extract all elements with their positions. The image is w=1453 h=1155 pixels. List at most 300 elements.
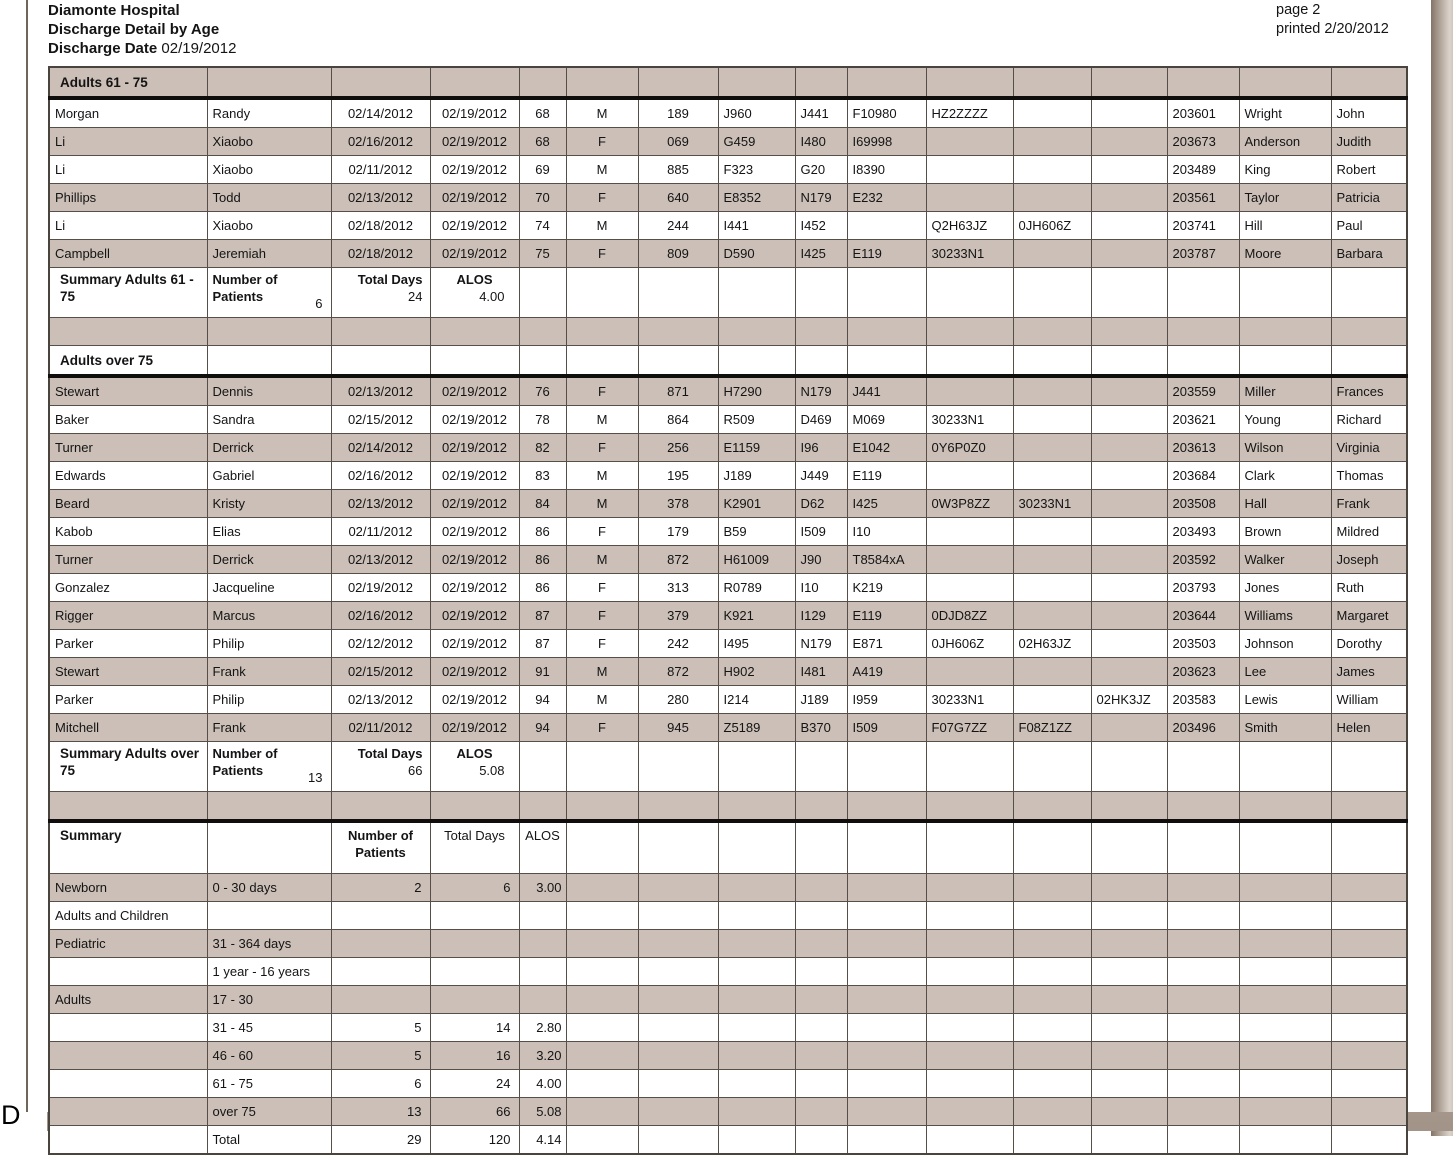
summary-category-cell	[49, 1014, 207, 1042]
patient-cell: HZ2ZZZZ	[926, 98, 1013, 128]
table-cell	[1013, 67, 1091, 98]
patient-cell: I480	[795, 128, 847, 156]
summary-patients-value	[331, 958, 430, 986]
patient-cell: Sandra	[207, 406, 331, 434]
patient-cell	[1091, 156, 1167, 184]
table-row	[49, 792, 1407, 822]
patient-cell: Parker	[49, 686, 207, 714]
patient-cell: E232	[847, 184, 926, 212]
patient-cell: 02/19/2012	[430, 156, 519, 184]
table-cell	[718, 346, 795, 377]
patient-cell: Phillips	[49, 184, 207, 212]
table-cell	[847, 930, 926, 958]
patient-cell: D469	[795, 406, 847, 434]
table-cell	[638, 1014, 718, 1042]
patient-cell: 02/13/2012	[331, 490, 430, 518]
summary-alos-value: 2.80	[519, 1014, 566, 1042]
table-cell	[1239, 1042, 1331, 1070]
table-cell	[847, 268, 926, 318]
patient-cell: J449	[795, 462, 847, 490]
patient-cell: Derrick	[207, 434, 331, 462]
table-cell	[847, 986, 926, 1014]
summary-alos-value: 5.08	[519, 1098, 566, 1126]
patient-cell: Gabriel	[207, 462, 331, 490]
patient-cell: 78	[519, 406, 566, 434]
table-row	[49, 434, 1407, 462]
summary-category-cell	[49, 1098, 207, 1126]
table-cell	[1091, 268, 1167, 318]
patient-cell: 82	[519, 434, 566, 462]
table-cell	[926, 1070, 1013, 1098]
section-header-cell: Adults 61 - 75	[49, 67, 207, 98]
table-cell	[331, 318, 430, 346]
table-cell	[1167, 986, 1239, 1014]
patient-cell: N179	[795, 184, 847, 212]
printed-date: printed 2/20/2012	[1276, 21, 1389, 37]
patient-cell: Taylor	[1239, 184, 1331, 212]
table-cell	[1167, 1070, 1239, 1098]
table-cell	[331, 346, 430, 377]
patient-cell: 203592	[1167, 546, 1239, 574]
patient-cell: F	[566, 518, 638, 546]
discharge-date-line: Discharge Date 02/19/2012	[48, 40, 237, 57]
patient-cell	[926, 184, 1013, 212]
patient-cell: 02/19/2012	[331, 574, 430, 602]
summary-days-cell: Total Days 24	[331, 268, 430, 318]
report-header	[48, 1, 236, 58]
patient-cell: I509	[795, 518, 847, 546]
patient-cell: Stewart	[49, 376, 207, 406]
table-cell	[638, 1042, 718, 1070]
patient-cell	[1013, 128, 1091, 156]
patient-cell: M069	[847, 406, 926, 434]
table-cell	[926, 902, 1013, 930]
summary-table-days-header: Total Days	[430, 821, 519, 874]
patient-cell: 203503	[1167, 630, 1239, 658]
patient-cell	[847, 212, 926, 240]
table-cell	[566, 742, 638, 792]
patient-cell: I509	[847, 714, 926, 742]
patient-cell: E1042	[847, 434, 926, 462]
patient-cell: 30233N1	[926, 686, 1013, 714]
patient-cell: Dennis	[207, 376, 331, 406]
patient-cell: Edwards	[49, 462, 207, 490]
patient-cell: Li	[49, 156, 207, 184]
patient-cell: J90	[795, 546, 847, 574]
patient-cell: 87	[519, 630, 566, 658]
patient-cell: F323	[718, 156, 795, 184]
patient-cell: 203508	[1167, 490, 1239, 518]
patient-cell	[926, 156, 1013, 184]
patient-cell: 203496	[1167, 714, 1239, 742]
summary-alos-cell: ALOS 5.08	[430, 742, 519, 792]
table-cell	[795, 821, 847, 874]
patient-cell: 02/19/2012	[430, 518, 519, 546]
patient-cell: Mildred	[1331, 518, 1407, 546]
patient-cell: Anderson	[1239, 128, 1331, 156]
table-cell	[1167, 1014, 1239, 1042]
patient-cell: Ruth	[1331, 574, 1407, 602]
table-cell	[1091, 792, 1167, 822]
table-cell	[207, 792, 331, 822]
table-cell	[566, 930, 638, 958]
patient-cell: 203787	[1167, 240, 1239, 268]
table-row	[49, 346, 1407, 377]
table-cell	[795, 1042, 847, 1070]
patient-cell: Hill	[1239, 212, 1331, 240]
patient-cell: 864	[638, 406, 718, 434]
table-cell	[926, 986, 1013, 1014]
patient-cell: 02/19/2012	[430, 546, 519, 574]
patient-cell: 86	[519, 574, 566, 602]
summary-table-patients-header: Number of Patients	[331, 821, 430, 874]
patient-cell: I8390	[847, 156, 926, 184]
summary-table-alos-header: ALOS	[519, 821, 566, 874]
patient-cell: Frank	[1331, 490, 1407, 518]
patient-cell: I69998	[847, 128, 926, 156]
table-cell	[795, 1126, 847, 1155]
patient-cell: 02/19/2012	[430, 128, 519, 156]
corner-letter: D	[1, 1100, 21, 1130]
patient-cell: 872	[638, 546, 718, 574]
table-cell	[1239, 1014, 1331, 1042]
table-cell	[1331, 821, 1407, 874]
patient-cell: Wright	[1239, 98, 1331, 128]
summary-patients-value: 6	[331, 1070, 430, 1098]
patient-cell	[1091, 406, 1167, 434]
table-cell	[1167, 1042, 1239, 1070]
summary-days-value: 6	[430, 874, 519, 902]
table-cell	[638, 346, 718, 377]
summary-patients-value	[331, 902, 430, 930]
patient-cell: Xiaobo	[207, 128, 331, 156]
patient-cell: D62	[795, 490, 847, 518]
patient-cell: 76	[519, 376, 566, 406]
table-cell	[847, 902, 926, 930]
summary-table-title-cell: Summary	[49, 821, 207, 874]
table-cell	[1239, 742, 1331, 792]
patient-cell: R0789	[718, 574, 795, 602]
patient-cell	[1013, 658, 1091, 686]
summary-days-value: 14	[430, 1014, 519, 1042]
patient-cell: A419	[847, 658, 926, 686]
summary-patients-value	[331, 930, 430, 958]
table-cell	[1013, 1098, 1091, 1126]
table-row	[49, 1042, 1407, 1070]
patient-cell: E8352	[718, 184, 795, 212]
patient-cell: Frank	[207, 714, 331, 742]
summary-range-cell: 31 - 45	[207, 1014, 331, 1042]
table-cell	[1091, 1070, 1167, 1098]
table-row	[49, 742, 1407, 792]
patient-cell: Helen	[1331, 714, 1407, 742]
patient-cell: Beard	[49, 490, 207, 518]
patient-cell: I452	[795, 212, 847, 240]
table-cell	[207, 318, 331, 346]
table-row	[49, 98, 1407, 128]
patient-cell: E1159	[718, 434, 795, 462]
table-cell	[519, 318, 566, 346]
summary-label-cell: Summary Adults over 75	[49, 742, 207, 792]
patient-cell: Richard	[1331, 406, 1407, 434]
patient-cell	[1091, 434, 1167, 462]
patient-cell: 203793	[1167, 574, 1239, 602]
patient-cell: T8584xA	[847, 546, 926, 574]
table-cell	[1167, 346, 1239, 377]
table-cell	[566, 67, 638, 98]
table-cell	[718, 958, 795, 986]
table-cell	[1331, 792, 1407, 822]
patient-cell	[1091, 184, 1167, 212]
patient-cell: 02/11/2012	[331, 714, 430, 742]
table-cell	[638, 821, 718, 874]
table-cell	[1167, 1126, 1239, 1155]
table-cell	[1331, 874, 1407, 902]
table-cell	[638, 67, 718, 98]
patient-cell: 203741	[1167, 212, 1239, 240]
table-cell	[718, 1126, 795, 1155]
patient-cell: Hall	[1239, 490, 1331, 518]
patient-cell: H61009	[718, 546, 795, 574]
patient-cell: I959	[847, 686, 926, 714]
summary-days-value	[430, 958, 519, 986]
table-cell	[1013, 742, 1091, 792]
table-cell	[1091, 874, 1167, 902]
patient-cell: Patricia	[1331, 184, 1407, 212]
table-cell	[926, 67, 1013, 98]
table-row	[49, 930, 1407, 958]
table-row	[49, 240, 1407, 268]
table-cell	[926, 1126, 1013, 1155]
patient-cell: Elias	[207, 518, 331, 546]
table-cell	[1013, 1014, 1091, 1042]
summary-category-cell	[49, 1070, 207, 1098]
summary-label-cell: Summary Adults 61 - 75	[49, 268, 207, 318]
summary-days-value: 16	[430, 1042, 519, 1070]
patient-cell	[1013, 98, 1091, 128]
summary-days-value	[430, 902, 519, 930]
table-cell	[795, 346, 847, 377]
summary-days-value: 24	[430, 1070, 519, 1098]
summary-days-value	[430, 930, 519, 958]
table-cell	[718, 902, 795, 930]
patient-cell	[926, 546, 1013, 574]
table-cell	[847, 792, 926, 822]
table-cell	[430, 346, 519, 377]
patient-cell: M	[566, 406, 638, 434]
patient-cell: Xiaobo	[207, 212, 331, 240]
table-cell	[1331, 742, 1407, 792]
patient-cell: 91	[519, 658, 566, 686]
patient-cell: M	[566, 156, 638, 184]
table-cell	[1167, 742, 1239, 792]
patient-cell: Jones	[1239, 574, 1331, 602]
patient-cell: 70	[519, 184, 566, 212]
table-cell	[1013, 1070, 1091, 1098]
patient-cell: 94	[519, 714, 566, 742]
table-cell	[926, 874, 1013, 902]
table-cell	[566, 902, 638, 930]
patient-cell: H7290	[718, 376, 795, 406]
patient-cell: 02/16/2012	[331, 462, 430, 490]
patient-cell: Margaret	[1331, 602, 1407, 630]
patient-cell: 203623	[1167, 658, 1239, 686]
table-cell	[1331, 318, 1407, 346]
patient-cell: 203489	[1167, 156, 1239, 184]
table-cell	[638, 930, 718, 958]
patient-cell: Walker	[1239, 546, 1331, 574]
patient-cell: 02/19/2012	[430, 240, 519, 268]
patient-cell	[926, 658, 1013, 686]
hospital-name: Diamonte Hospital	[48, 2, 180, 19]
patient-cell	[1091, 212, 1167, 240]
patient-cell: 244	[638, 212, 718, 240]
table-row	[49, 1070, 1407, 1098]
patient-cell: Kabob	[49, 518, 207, 546]
table-cell	[638, 902, 718, 930]
patient-cell: N179	[795, 376, 847, 406]
patient-cell: B59	[718, 518, 795, 546]
patient-cell: Dorothy	[1331, 630, 1407, 658]
patient-cell: 203621	[1167, 406, 1239, 434]
table-cell	[847, 67, 926, 98]
table-cell	[1013, 792, 1091, 822]
patient-cell: Morgan	[49, 98, 207, 128]
patient-cell: Paul	[1331, 212, 1407, 240]
patient-cell: 0JH606Z	[926, 630, 1013, 658]
table-row	[49, 128, 1407, 156]
table-cell	[207, 67, 331, 98]
table-cell	[718, 1014, 795, 1042]
patient-cell: 280	[638, 686, 718, 714]
table-cell	[638, 318, 718, 346]
table-row	[49, 546, 1407, 574]
table-cell	[1091, 67, 1167, 98]
patient-cell: M	[566, 462, 638, 490]
table-cell	[1239, 318, 1331, 346]
table-row	[49, 1126, 1407, 1155]
table-cell	[718, 1042, 795, 1070]
patient-cell: Li	[49, 212, 207, 240]
patient-cell: 203583	[1167, 686, 1239, 714]
patient-cell: 885	[638, 156, 718, 184]
patient-cell: 87	[519, 602, 566, 630]
page-number: page 2	[1276, 2, 1321, 18]
patient-cell: F08Z1ZZ	[1013, 714, 1091, 742]
patient-cell: Smith	[1239, 714, 1331, 742]
summary-category-cell	[49, 958, 207, 986]
patient-cell	[1091, 376, 1167, 406]
table-cell	[926, 792, 1013, 822]
table-row	[49, 874, 1407, 902]
patient-cell: 02/14/2012	[331, 434, 430, 462]
table-cell	[638, 958, 718, 986]
table-cell	[638, 874, 718, 902]
patient-cell: William	[1331, 686, 1407, 714]
table-cell	[331, 67, 430, 98]
patient-cell: 242	[638, 630, 718, 658]
table-cell	[1091, 742, 1167, 792]
patient-cell: I425	[795, 240, 847, 268]
table-cell	[49, 318, 207, 346]
patient-cell: G20	[795, 156, 847, 184]
patient-cell: 02/12/2012	[331, 630, 430, 658]
summary-range-cell	[207, 902, 331, 930]
patient-cell: F	[566, 602, 638, 630]
summary-patients-value: 13	[331, 1098, 430, 1126]
table-cell	[795, 268, 847, 318]
patient-cell	[1091, 518, 1167, 546]
table-cell	[847, 1070, 926, 1098]
summary-category-cell: Pediatric	[49, 930, 207, 958]
table-cell	[926, 1098, 1013, 1126]
patient-cell: Lewis	[1239, 686, 1331, 714]
patient-cell: D590	[718, 240, 795, 268]
table-cell	[1331, 958, 1407, 986]
table-cell	[566, 874, 638, 902]
table-cell	[1239, 346, 1331, 377]
patient-cell: Virginia	[1331, 434, 1407, 462]
patient-cell: 02/19/2012	[430, 686, 519, 714]
table-cell	[331, 792, 430, 822]
table-cell	[1013, 346, 1091, 377]
table-cell	[847, 821, 926, 874]
table-cell	[1091, 986, 1167, 1014]
table-cell	[795, 874, 847, 902]
summary-category-cell	[49, 1126, 207, 1155]
summary-alos-value	[519, 958, 566, 986]
patient-cell	[1013, 518, 1091, 546]
patient-cell: K921	[718, 602, 795, 630]
table-cell	[1091, 902, 1167, 930]
patient-cell: 02/19/2012	[430, 212, 519, 240]
table-cell	[1091, 821, 1167, 874]
summary-category-cell	[49, 1042, 207, 1070]
patient-cell: 179	[638, 518, 718, 546]
patient-cell: 02/15/2012	[331, 406, 430, 434]
patient-cell: Rigger	[49, 602, 207, 630]
patient-cell: 02/19/2012	[430, 602, 519, 630]
patient-cell: King	[1239, 156, 1331, 184]
patient-cell: I10	[847, 518, 926, 546]
patient-cell: 195	[638, 462, 718, 490]
patient-cell: F	[566, 434, 638, 462]
table-cell	[207, 821, 331, 874]
patient-cell: F	[566, 574, 638, 602]
patient-cell: 02/13/2012	[331, 184, 430, 212]
summary-range-cell: 17 - 30	[207, 986, 331, 1014]
patient-cell: E119	[847, 240, 926, 268]
table-cell	[519, 742, 566, 792]
patient-cell: Randy	[207, 98, 331, 128]
table-cell	[847, 1042, 926, 1070]
table-cell	[1331, 930, 1407, 958]
patient-cell	[1013, 462, 1091, 490]
table-row	[49, 986, 1407, 1014]
patient-cell: 02/19/2012	[430, 714, 519, 742]
table-cell	[638, 1098, 718, 1126]
patient-cell	[1013, 574, 1091, 602]
table-cell	[795, 742, 847, 792]
summary-alos-value	[519, 902, 566, 930]
patient-cell: 203559	[1167, 376, 1239, 406]
patient-cell	[1013, 546, 1091, 574]
table-cell	[519, 346, 566, 377]
summary-alos-cell: ALOS 4.00	[430, 268, 519, 318]
patient-cell: 872	[638, 658, 718, 686]
patient-cell: I425	[847, 490, 926, 518]
table-cell	[926, 346, 1013, 377]
